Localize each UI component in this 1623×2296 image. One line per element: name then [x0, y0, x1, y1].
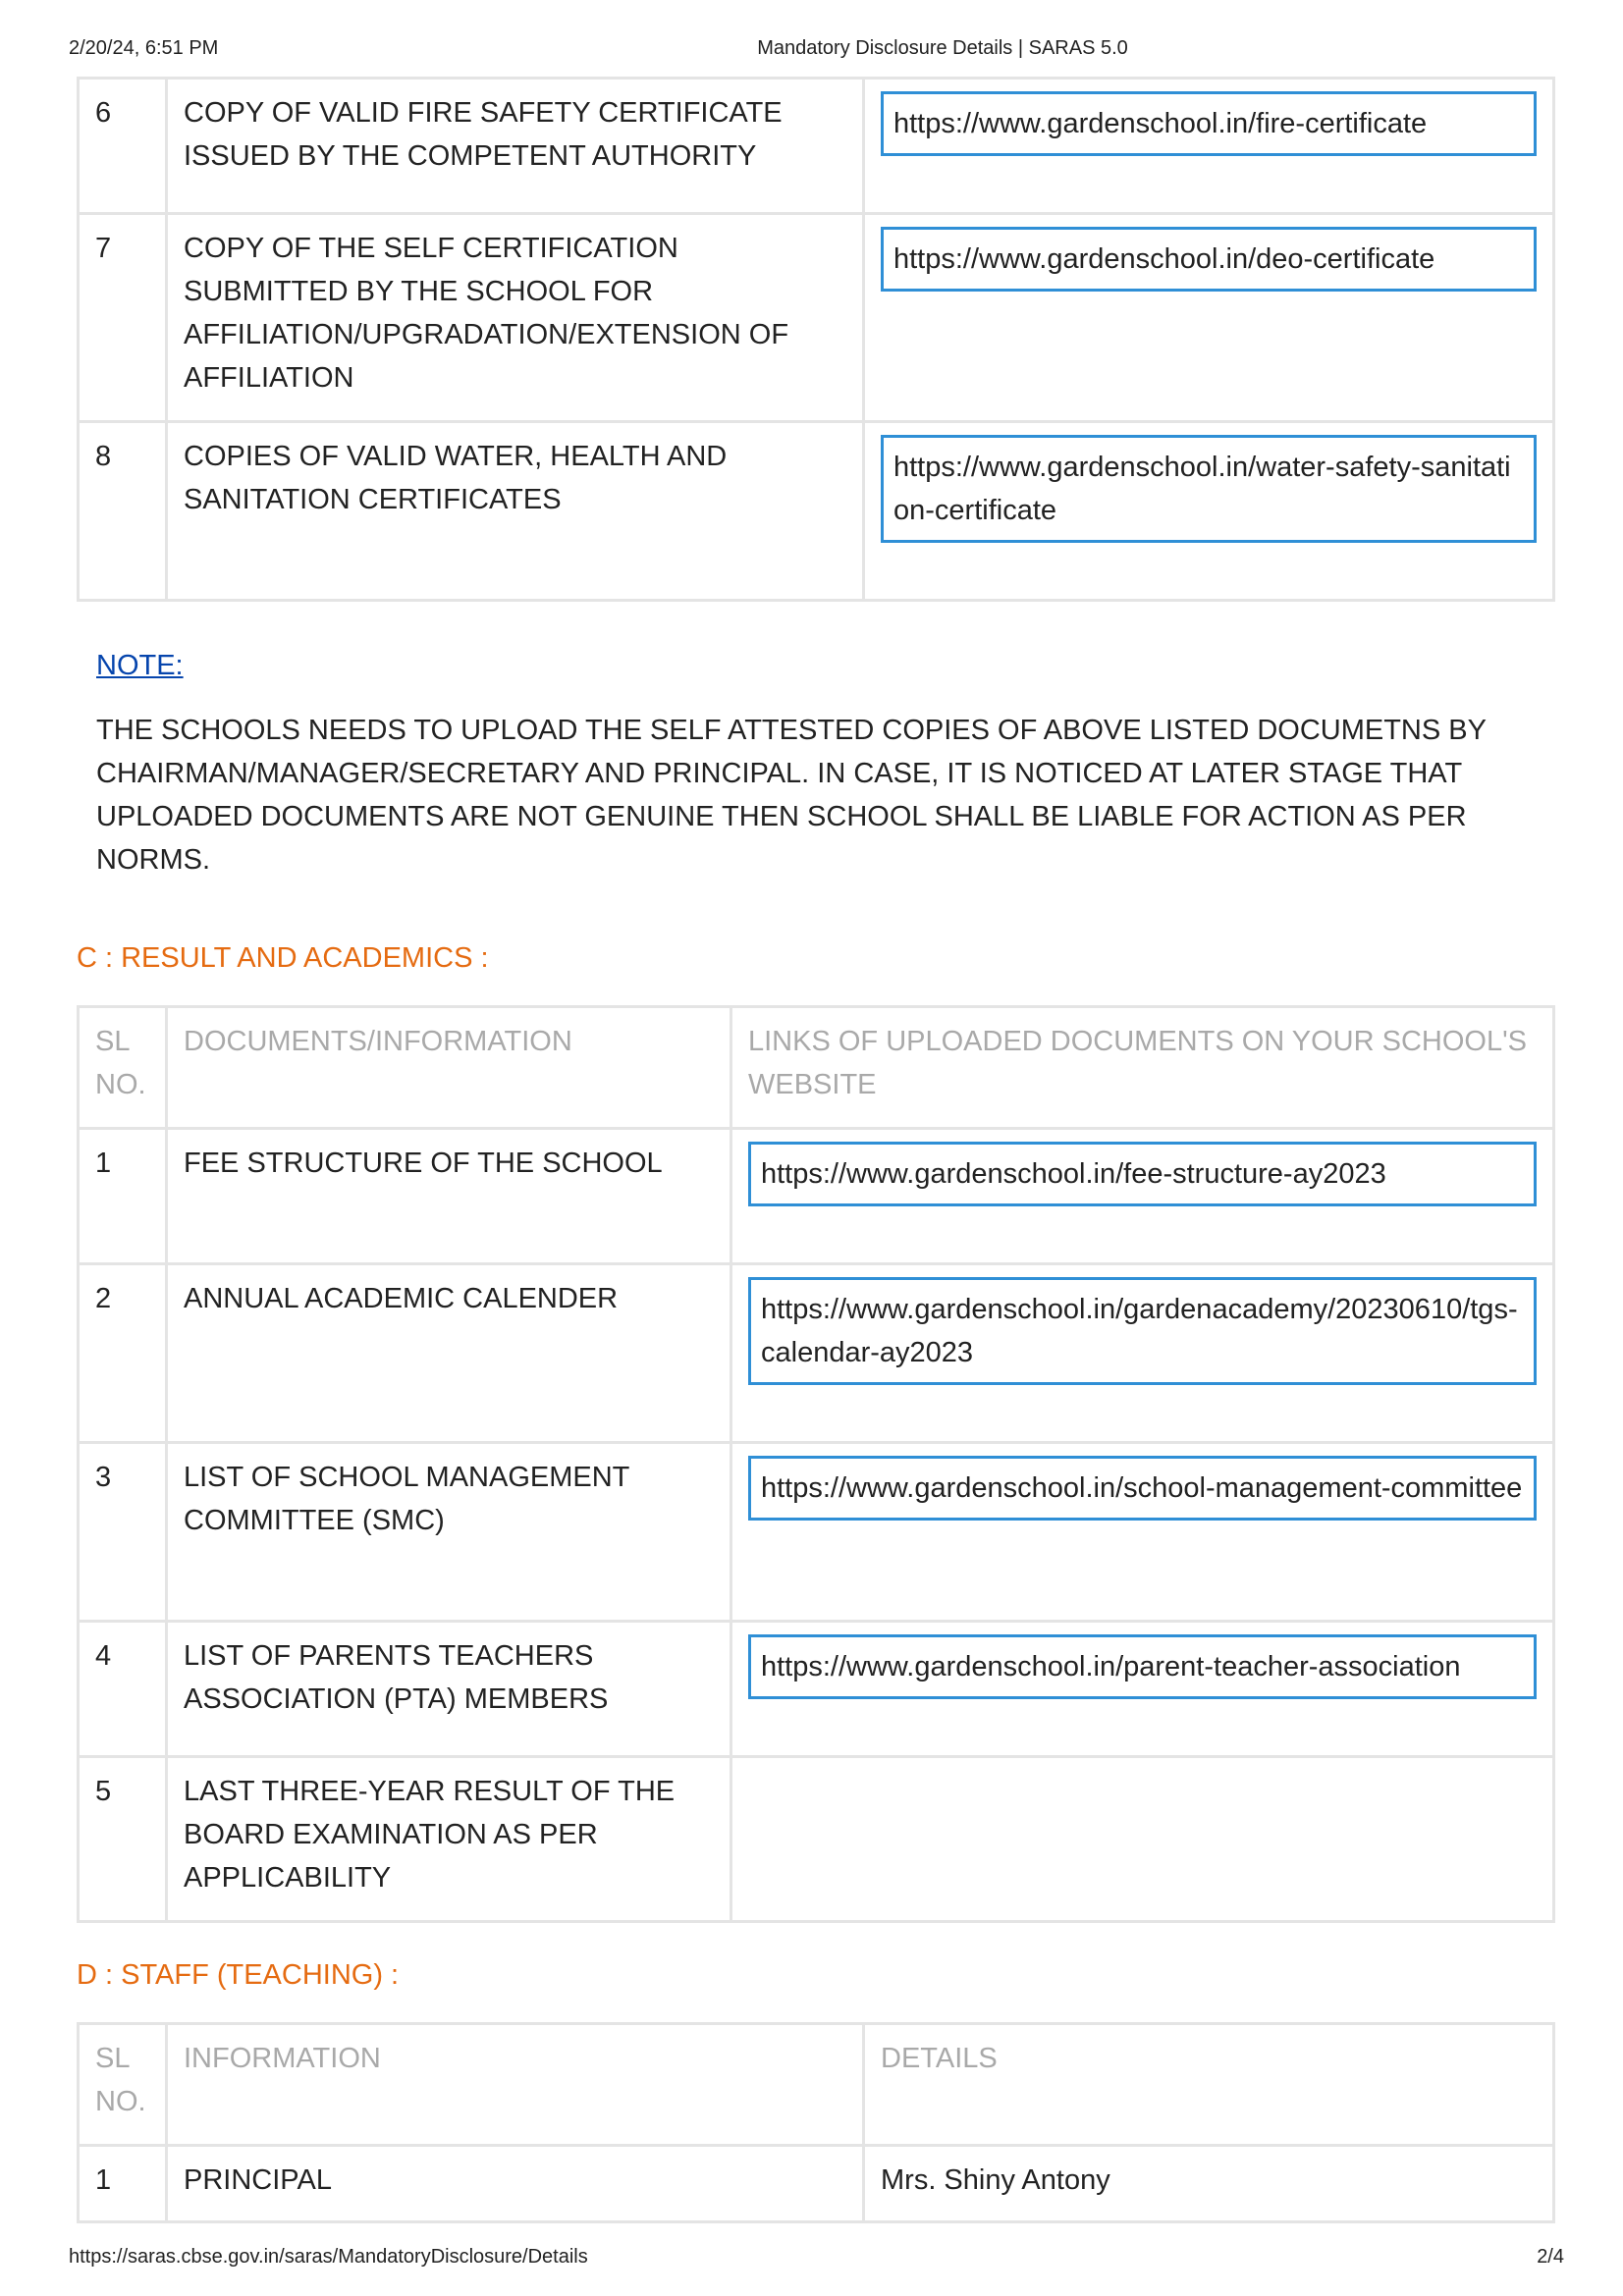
table-row [79, 1622, 1554, 1757]
doc-cell: LAST THREE-YEAR RESULT OF THE BOARD EXAMINATION AS PER APPLICABILITY [167, 1757, 731, 1922]
table-header-row [79, 1007, 1554, 1129]
table-row [79, 1129, 1554, 1264]
table-row [79, 214, 1554, 422]
print-datetime: 2/20/24, 6:51 PM [69, 37, 219, 59]
doc-cell: LIST OF SCHOOL MANAGEMENT COMMITTEE (SMC) [167, 1443, 731, 1622]
link-cell [731, 1443, 1554, 1622]
sl-cell: 4 [79, 1622, 167, 1757]
documents-table-b [77, 77, 1555, 602]
result-academics-table [77, 1005, 1555, 1923]
table-row [79, 422, 1554, 601]
link-cell [864, 422, 1554, 601]
sl-cell: 3 [79, 1443, 167, 1622]
table-row [79, 79, 1554, 214]
col-header-details: DETAILS [864, 2024, 1554, 2146]
document-link[interactable]: https://www.gardenschool.in/parent-teacher-association [748, 1634, 1537, 1699]
document-link[interactable]: https://www.gardenschool.in/fire-certificate [881, 91, 1537, 156]
print-page-title: Mandatory Disclosure Details | SARAS 5.0 [757, 37, 1128, 59]
note-title[interactable]: NOTE: [96, 650, 184, 681]
sl-cell: 6 [79, 79, 167, 214]
page-number: 2/4 [1537, 2246, 1564, 2268]
link-cell [731, 1264, 1554, 1443]
document-link[interactable]: https://www.gardenschool.in/gardenacademy/20230610/tgs-calendar-ay2023 [748, 1277, 1537, 1385]
link-cell [731, 1757, 1554, 1922]
doc-cell: COPY OF VALID FIRE SAFETY CERTIFICATE ISSUED BY THE COMPETENT AUTHORITY [167, 79, 864, 214]
col-header-sl: SL NO. [79, 2024, 167, 2146]
doc-cell: COPIES OF VALID WATER, HEALTH AND SANITATION CERTIFICATES [167, 422, 864, 601]
sl-cell: 5 [79, 1757, 167, 1922]
doc-cell: COPY OF THE SELF CERTIFICATION SUBMITTED BY THE SCHOOL FOR AFFILIATION/UPGRADATION/EXTENSION OF AFFILIATION [167, 214, 864, 422]
document-link[interactable]: https://www.gardenschool.in/fee-structure-ay2023 [748, 1142, 1537, 1206]
table-row [79, 1443, 1554, 1622]
table-header-row [79, 2024, 1554, 2146]
footer-url: https://saras.cbse.gov.in/saras/MandatoryDisclosure/Details [69, 2246, 588, 2268]
sl-cell: 1 [79, 1129, 167, 1264]
info-cell: PRINCIPAL [167, 2146, 864, 2222]
col-header-link: LINKS OF UPLOADED DOCUMENTS ON YOUR SCHOOL'S WEBSITE [731, 1007, 1554, 1129]
doc-cell: FEE STRUCTURE OF THE SCHOOL [167, 1129, 731, 1264]
col-header-doc: DOCUMENTS/INFORMATION [167, 1007, 731, 1129]
link-cell [864, 79, 1554, 214]
col-header-info: INFORMATION [167, 2024, 864, 2146]
doc-cell: LIST OF PARENTS TEACHERS ASSOCIATION (PTA) MEMBERS [167, 1622, 731, 1757]
table-row [79, 2146, 1554, 2222]
sl-cell: 8 [79, 422, 167, 601]
sl-cell: 2 [79, 1264, 167, 1443]
link-cell [731, 1622, 1554, 1757]
details-cell: Mrs. Shiny Antony [864, 2146, 1554, 2222]
sl-cell: 7 [79, 214, 167, 422]
table-row [79, 1264, 1554, 1443]
link-cell [731, 1129, 1554, 1264]
link-cell [864, 214, 1554, 422]
doc-cell: ANNUAL ACADEMIC CALENDER [167, 1264, 731, 1443]
sl-cell: 1 [79, 2146, 167, 2222]
section-d-title: D : STAFF (TEACHING) : [77, 1959, 400, 1991]
section-c-title: C : RESULT AND ACADEMICS : [77, 942, 489, 974]
staff-teaching-table [77, 2022, 1555, 2223]
document-link[interactable]: https://www.gardenschool.in/water-safety-sanitation-certificate [881, 435, 1537, 543]
document-link[interactable]: https://www.gardenschool.in/deo-certificate [881, 227, 1537, 292]
note-text: THE SCHOOLS NEEDS TO UPLOAD THE SELF ATTESTED COPIES OF ABOVE LISTED DOCUMETNS BY CHAIRMAN/MANAGER/SECRETARY AND PRINCIPAL. IN CASE, IT IS NOTICED AT LATER STAGE THAT UPLOADED DOCUMENTS ARE NOT GENUINE THEN SCHOOL SHALL BE LIABLE FOR ACTION AS PER NORMS. [96, 715, 1487, 876]
document-link[interactable]: https://www.gardenschool.in/school-management-committee [748, 1456, 1537, 1521]
col-header-sl: SL NO. [79, 1007, 167, 1129]
table-row [79, 1757, 1554, 1922]
